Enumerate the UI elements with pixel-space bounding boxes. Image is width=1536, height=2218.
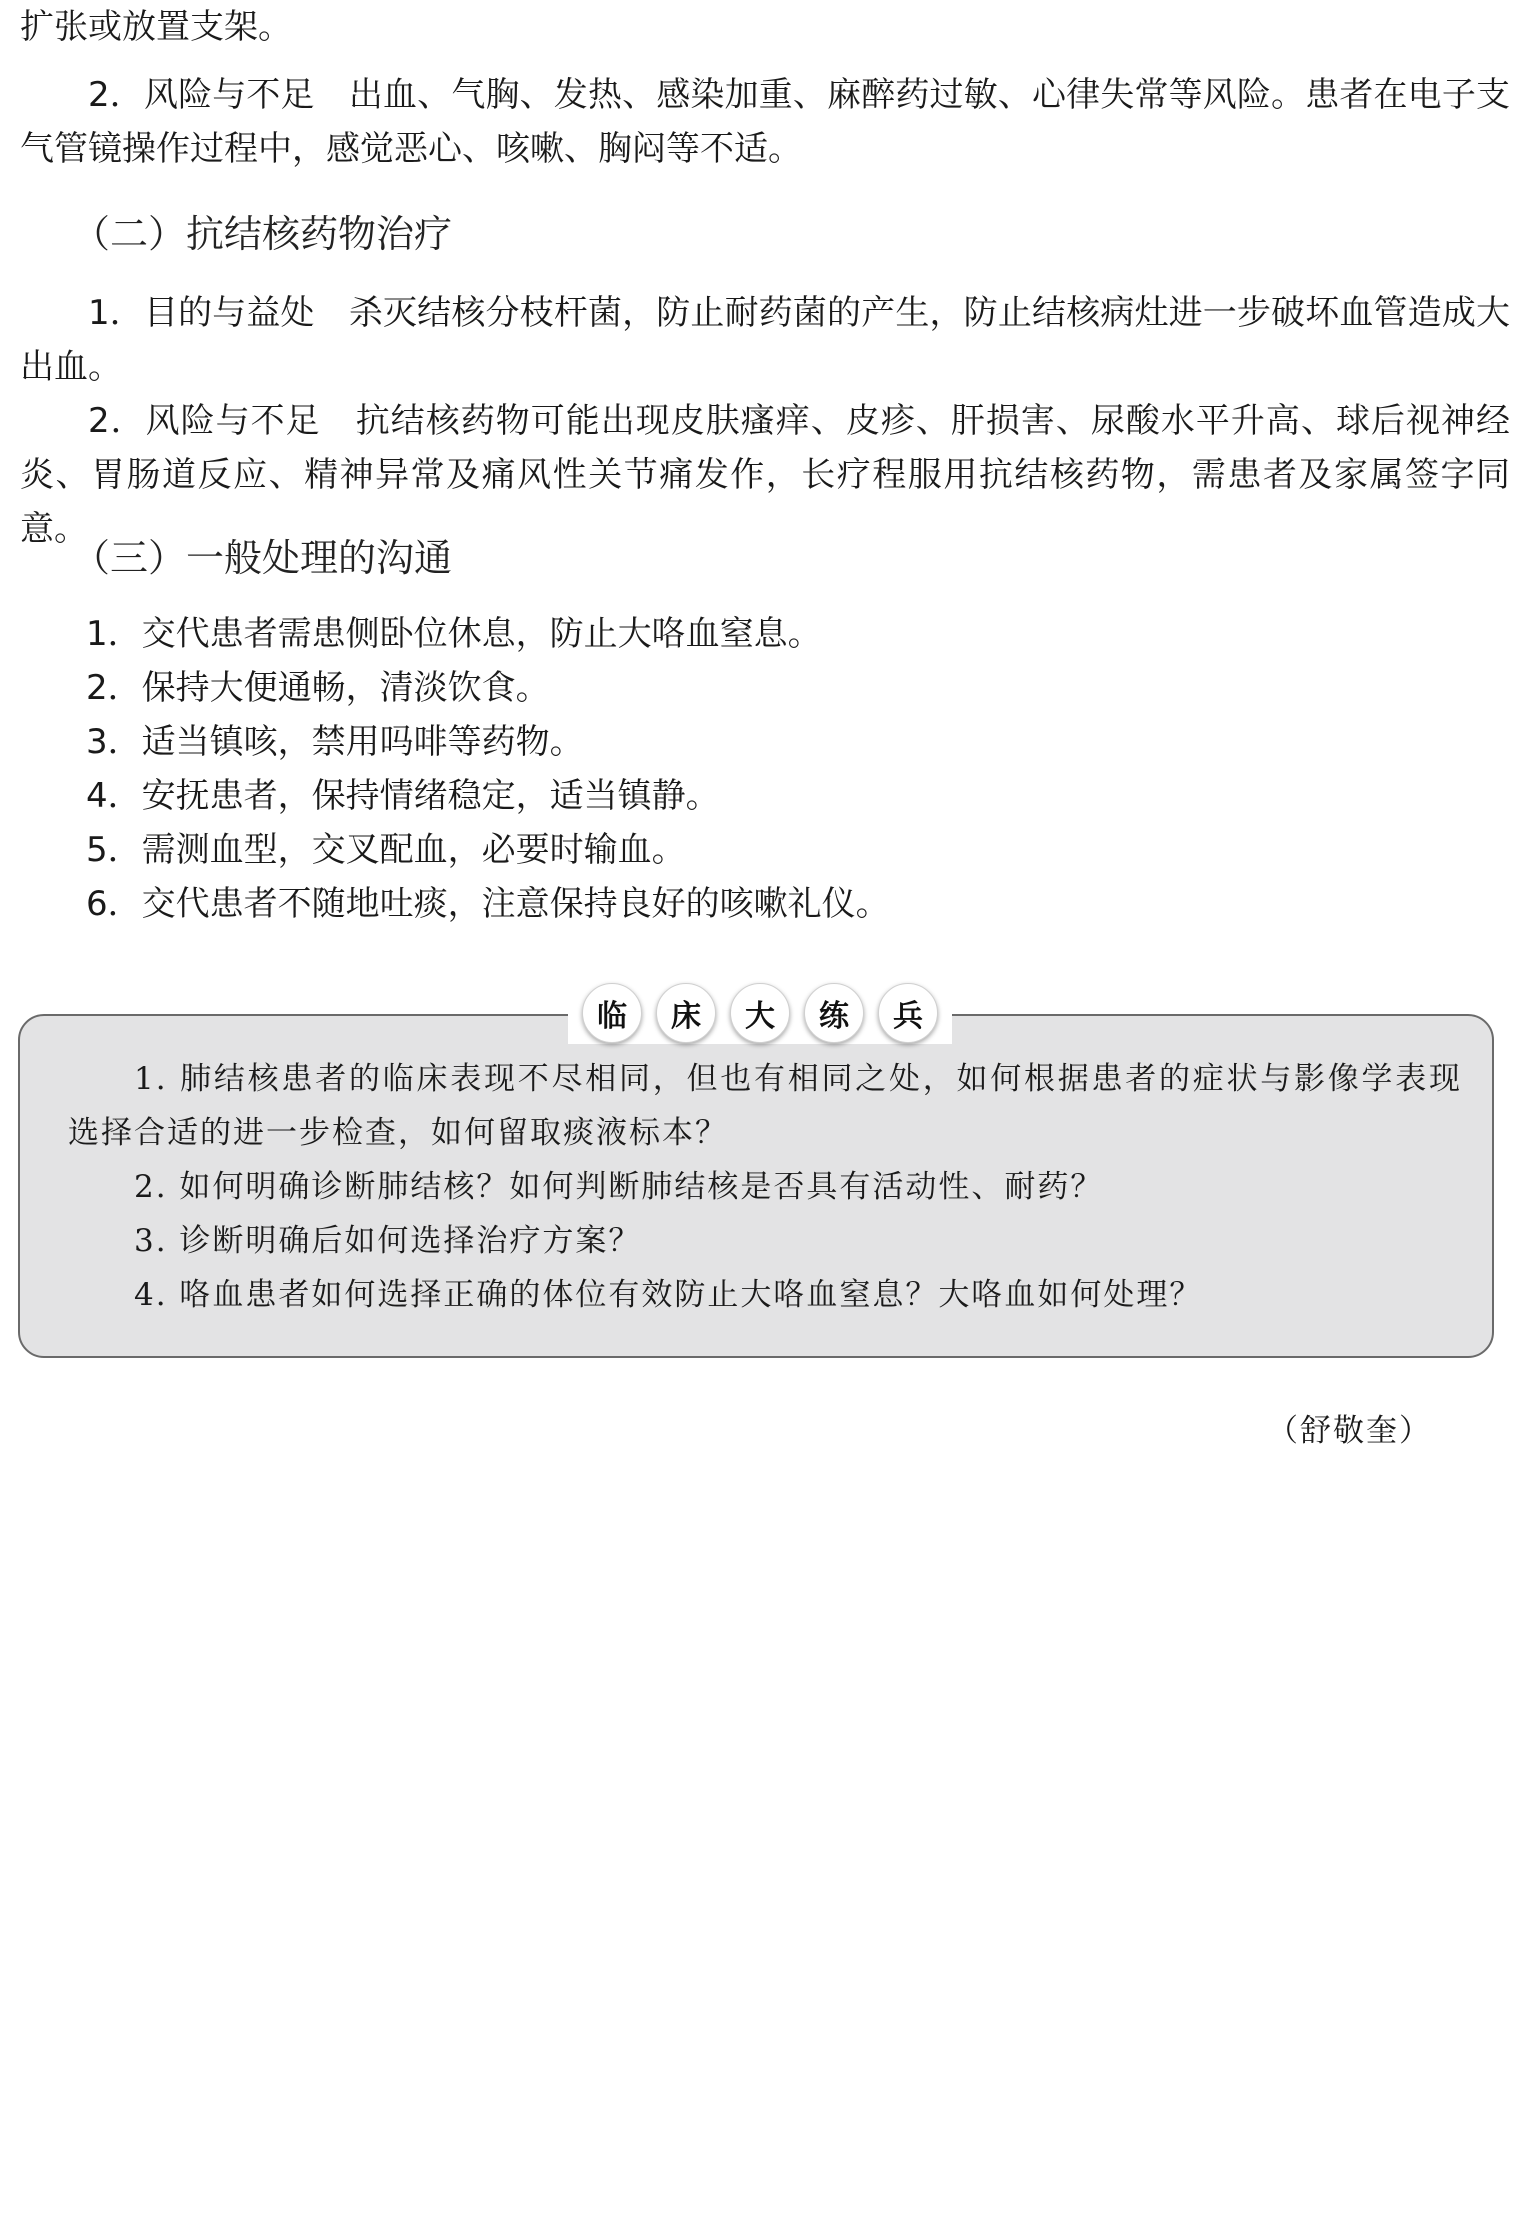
list-item: 2．保持大便通畅，清淡饮食。 (86, 668, 550, 708)
section-heading-anti-tb-drugs: （二）抗结核药物治疗 (72, 212, 453, 256)
practice-questions (68, 1052, 1462, 1322)
continuation-text: 扩张或放置支架。 (20, 7, 292, 47)
general-care-list (86, 607, 890, 931)
practice-question: 3. 诊断明确后如何选择治疗方案？ (134, 1223, 642, 1259)
practice-question: 4. 咯血患者如何选择正确的体位有效防止大咯血窒息？大咯血如何处理？ (134, 1277, 1203, 1313)
list-item: 4．安抚患者，保持情绪稳定，适当镇静。 (86, 776, 720, 816)
drug-purpose-paragraph: 1．目的与益处 杀灭结核分枝杆菌，防止耐药菌的产生，防止结核病灶进一步破坏血管造成大出血。 (20, 293, 1510, 387)
title-badge: 练 (804, 983, 864, 1043)
title-badge: 临 (582, 983, 642, 1043)
list-item: 1．交代患者需患侧卧位休息，防止大咯血窒息。 (86, 614, 822, 654)
practice-box-title (568, 982, 952, 1044)
bronchoscopy-risk-paragraph: 2．风险与不足 出血、气胸、发热、感染加重、麻醉药过敏、心律失常等风险。患者在电子支气管镜操作过程中，感觉恶心、咳嗽、胸闷等不适。 (20, 75, 1510, 169)
title-badge: 床 (656, 983, 716, 1043)
author-credit: （舒敬奎） (1267, 1413, 1432, 1449)
list-item: 3．适当镇咳，禁用吗啡等药物。 (86, 722, 584, 762)
section-heading-general-care: （三）一般处理的沟通 (72, 536, 453, 580)
title-badge: 兵 (878, 983, 938, 1043)
list-item: 6．交代患者不随地吐痰，注意保持良好的咳嗽礼仪。 (86, 884, 890, 924)
practice-question: 2. 如何明确诊断肺结核？如何判断肺结核是否具有活动性、耐药？ (134, 1169, 1104, 1205)
list-item: 5．需测血型，交叉配血，必要时输血。 (86, 830, 686, 870)
title-badge: 大 (730, 983, 790, 1043)
practice-question: 1. 肺结核患者的临床表现不尽相同，但也有相同之处，如何根据患者的症状与影像学表现选择合适的进一步检查，如何留取痰液标本？ (68, 1061, 1462, 1151)
drug-risk-paragraph: 2．风险与不足 抗结核药物可能出现皮肤瘙痒、皮疹、肝损害、尿酸水平升高、球后视神经炎、胃肠道反应、精神异常及痛风性关节痛发作，长疗程服用抗结核药物，需患者及家属签字同意。 (20, 401, 1510, 549)
